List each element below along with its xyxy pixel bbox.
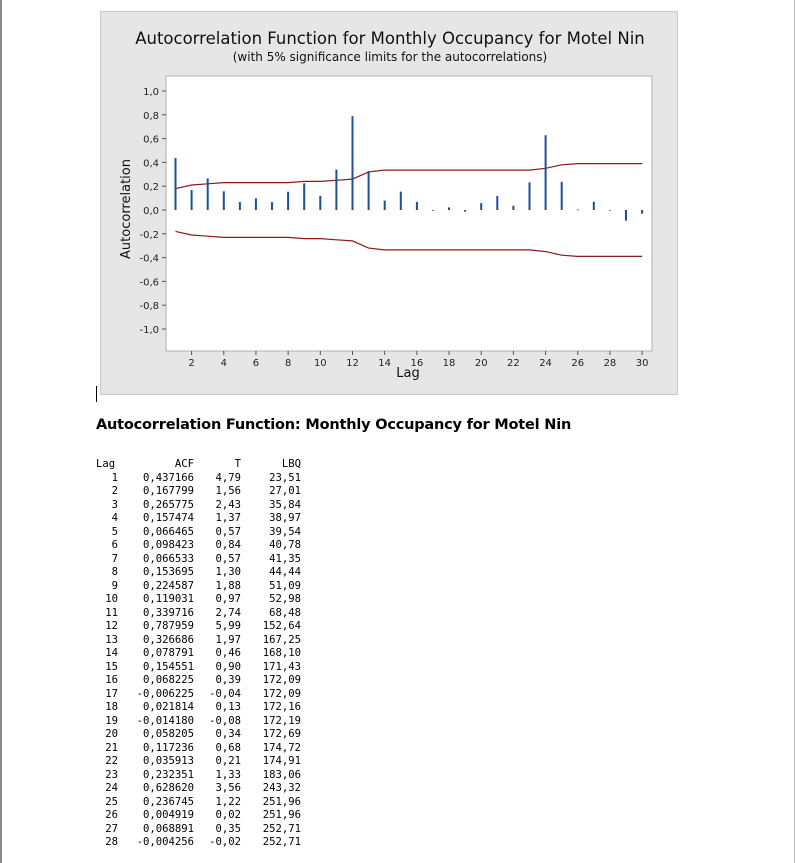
- cell-acf: 0,339716: [142, 606, 194, 619]
- acf-chart: [101, 12, 679, 396]
- cell-acf: -0,006225: [136, 687, 194, 700]
- cell-acf: 0,437166: [142, 471, 194, 484]
- cell-lag: 27: [105, 822, 118, 835]
- cell-lag: 13: [105, 633, 118, 646]
- section-title: Autocorrelation Function: Monthly Occupancy for Motel Nin: [96, 417, 572, 433]
- cell-lag: 22: [105, 755, 118, 767]
- cell-t: 0,90: [215, 660, 241, 673]
- cell-t: 1,22: [215, 795, 241, 808]
- acf-bar-lag-26: [577, 209, 579, 210]
- table-row: [96, 661, 301, 675]
- table-row: [96, 580, 301, 594]
- acf-bar-lag-18: [448, 207, 450, 210]
- cell-t: 3,56: [215, 782, 241, 794]
- cell-lag: 18: [105, 701, 118, 713]
- x-axis-label: Lag: [396, 366, 420, 381]
- cell-acf: 0,265775: [142, 498, 194, 511]
- x-tick-label: 10: [313, 358, 327, 369]
- cell-t: 0,57: [215, 552, 241, 565]
- cell-acf: -0,004256: [136, 836, 194, 848]
- cell-lag: 24: [105, 782, 118, 794]
- cell-acf: 0,117236: [142, 741, 194, 754]
- cell-t: 0,84: [215, 539, 241, 551]
- table-row: [96, 593, 301, 607]
- x-tick-label: 14: [378, 358, 392, 369]
- table-body: [96, 472, 301, 850]
- cell-lbq: 172,16: [262, 701, 301, 713]
- acf-table: [96, 458, 301, 850]
- cell-lag: 5: [111, 525, 118, 538]
- cell-lbq: 51,09: [269, 579, 301, 592]
- cell-acf: 0,078791: [142, 647, 194, 659]
- cell-acf: 0,068225: [142, 674, 194, 686]
- cell-t: 1,56: [215, 485, 241, 497]
- table-row: [96, 715, 301, 729]
- y-tick-label: 0,4: [143, 158, 159, 170]
- cell-lbq: 152,64: [262, 620, 301, 632]
- acf-bar-lag-23: [529, 182, 531, 210]
- y-tick-label: -0,6: [139, 277, 159, 289]
- acf-bar-lag-3: [207, 178, 209, 210]
- table-row: [96, 688, 301, 702]
- y-tick-label: -0,4: [139, 253, 159, 265]
- table-row: [96, 485, 301, 499]
- cell-lag: 7: [111, 552, 118, 565]
- cell-lbq: 35,84: [269, 498, 301, 511]
- cell-t: 0,39: [215, 674, 241, 686]
- table-row: [96, 553, 301, 567]
- acf-chart-frame: [100, 11, 678, 395]
- cell-t: 2,74: [215, 606, 241, 619]
- cell-lag: 4: [111, 512, 118, 524]
- cell-lbq: 68,48: [269, 606, 301, 619]
- acf-bar-lag-22: [512, 206, 514, 210]
- cell-lbq: 252,71: [262, 822, 301, 835]
- acf-bar-lag-7: [271, 202, 273, 210]
- cell-acf: 0,119031: [142, 593, 194, 605]
- x-tick-label: 24: [539, 358, 552, 369]
- cell-acf: 0,068891: [142, 822, 194, 835]
- x-tick-label: 6: [252, 358, 260, 369]
- cell-lbq: 172,09: [262, 674, 301, 686]
- cell-lag: 10: [105, 593, 118, 605]
- x-tick-label: 30: [635, 358, 649, 369]
- cell-acf: 0,157474: [142, 512, 194, 524]
- cell-lag: 2: [111, 485, 118, 497]
- cell-lag: 3: [111, 498, 118, 511]
- cell-lag: 6: [111, 539, 118, 551]
- table-row: [96, 809, 301, 823]
- cell-lag: 17: [105, 687, 118, 700]
- cell-lbq: 172,69: [262, 728, 301, 740]
- header-acf: ACF: [174, 458, 194, 470]
- acf-bar-lag-24: [545, 135, 547, 210]
- acf-bar-lag-21: [496, 196, 498, 210]
- cell-t: 0,35: [215, 822, 241, 835]
- acf-bar-lag-12: [352, 116, 354, 210]
- cell-lag: 15: [105, 660, 118, 673]
- cell-lag: 16: [105, 674, 118, 686]
- cell-acf: 0,224587: [142, 579, 194, 592]
- cell-acf: 0,004919: [142, 809, 194, 821]
- cell-t: 0,68: [215, 741, 241, 754]
- text-cursor: [96, 386, 97, 402]
- table-row: [96, 526, 301, 540]
- cell-t: 0,13: [215, 701, 241, 713]
- cell-acf: 0,154551: [142, 660, 194, 673]
- cell-lag: 8: [111, 566, 118, 578]
- x-tick-label: 22: [507, 358, 520, 369]
- table-row: [96, 782, 301, 796]
- cell-t: -0,04: [209, 687, 241, 700]
- cell-lbq: 251,96: [262, 795, 301, 808]
- cell-lbq: 44,44: [269, 566, 301, 578]
- header-t: T: [234, 458, 241, 470]
- cell-acf: 0,628620: [142, 782, 194, 794]
- cell-lbq: 183,06: [262, 768, 301, 781]
- cell-lbq: 252,71: [262, 836, 301, 848]
- cell-acf: 0,326686: [142, 633, 194, 646]
- cell-lag: 14: [105, 647, 118, 659]
- x-tick-label: 4: [220, 358, 227, 369]
- cell-acf: -0,014180: [136, 714, 194, 727]
- table-row: [96, 823, 301, 837]
- table-row: [96, 755, 301, 769]
- x-tick-label: 20: [474, 358, 488, 369]
- header-lbq: LBQ: [281, 458, 301, 470]
- x-tick-label: 8: [284, 358, 292, 369]
- y-tick-label: 0,2: [143, 182, 159, 194]
- acf-bar-lag-19: [464, 210, 466, 212]
- cell-acf: 0,098423: [142, 539, 194, 551]
- cell-t: -0,08: [209, 714, 241, 727]
- acf-bar-lag-20: [480, 203, 482, 210]
- acf-bar-lag-11: [335, 170, 337, 210]
- table-row: [96, 634, 301, 648]
- cell-lbq: 38,97: [269, 512, 301, 524]
- cell-lag: 9: [111, 579, 118, 592]
- table-row: [96, 674, 301, 688]
- y-tick-label: 0,6: [143, 134, 159, 146]
- cell-t: 1,97: [215, 633, 241, 646]
- acf-bar-lag-29: [625, 210, 627, 221]
- x-tick-label: 2: [188, 358, 195, 369]
- table-row: [96, 620, 301, 634]
- table-row: [96, 728, 301, 742]
- cell-lbq: 41,35: [269, 552, 301, 565]
- cell-t: 0,46: [215, 647, 241, 659]
- cell-lag: 28: [105, 836, 118, 848]
- cell-lbq: 172,19: [262, 714, 301, 727]
- cell-lag: 12: [105, 620, 118, 632]
- table-row: [96, 499, 301, 513]
- cell-lag: 21: [105, 741, 118, 754]
- acf-bar-lag-10: [319, 196, 321, 210]
- cell-lag: 26: [105, 809, 118, 821]
- cell-t: 5,99: [215, 620, 241, 632]
- cell-lbq: 168,10: [262, 647, 301, 659]
- cell-t: 1,30: [215, 566, 241, 578]
- cell-lag: 20: [105, 728, 118, 740]
- cell-acf: 0,035913: [142, 755, 194, 767]
- cell-t: 0,97: [215, 593, 241, 605]
- acf-bar-lag-17: [432, 210, 434, 211]
- acf-bar-lag-4: [223, 191, 225, 210]
- cell-lbq: 52,98: [269, 593, 301, 605]
- plot-area: [166, 76, 652, 351]
- x-tick-label: 16: [410, 358, 424, 369]
- acf-bar-lag-25: [561, 182, 563, 210]
- acf-bar-lag-15: [400, 192, 402, 210]
- cell-lbq: 243,32: [262, 782, 301, 794]
- table-row: [96, 701, 301, 715]
- cell-t: 0,57: [215, 525, 241, 538]
- acf-bar-lag-27: [593, 202, 595, 210]
- y-axis-label: Autocorrelation: [119, 159, 134, 259]
- table-row: [96, 539, 301, 553]
- cell-lbq: 171,43: [262, 660, 301, 673]
- x-tick-label: 28: [603, 358, 617, 369]
- x-tick-label: 18: [442, 358, 456, 369]
- cell-acf: 0,167799: [142, 485, 194, 497]
- cell-t: 1,37: [215, 512, 241, 524]
- y-tick-label: 0,0: [143, 206, 159, 217]
- acf-bar-lag-28: [609, 210, 611, 211]
- table-row: [96, 647, 301, 661]
- cell-lag: 19: [105, 714, 118, 727]
- acf-bar-lag-30: [641, 210, 643, 214]
- cell-lbq: 40,78: [269, 539, 301, 551]
- cell-acf: 0,787959: [142, 620, 194, 632]
- header-lag: Lag: [96, 458, 116, 470]
- y-tick-label: 1,0: [143, 87, 159, 98]
- cell-acf: 0,236745: [142, 795, 194, 808]
- acf-bar-lag-13: [368, 171, 370, 210]
- x-tick-label: 12: [346, 358, 359, 369]
- acf-bar-lag-14: [384, 201, 386, 210]
- table-row: [96, 742, 301, 756]
- page-left-border: [0, 0, 2, 863]
- cell-t: 2,43: [215, 498, 241, 511]
- y-tick-label: -1,0: [139, 325, 159, 336]
- cell-t: -0,02: [209, 836, 241, 848]
- cell-t: 1,33: [215, 768, 241, 781]
- cell-lbq: 27,01: [269, 485, 301, 497]
- y-tick-label: -0,2: [139, 229, 159, 241]
- cell-acf: 0,066533: [142, 552, 194, 565]
- table-row: [96, 836, 301, 850]
- cell-acf: 0,066465: [142, 525, 194, 538]
- y-tick-label: 0,8: [143, 110, 159, 122]
- cell-t: 4,79: [215, 471, 241, 484]
- table-row: [96, 566, 301, 580]
- cell-acf: 0,232351: [142, 768, 194, 781]
- cell-lbq: 251,96: [262, 809, 301, 821]
- table-row: [96, 796, 301, 810]
- cell-lag: 25: [105, 795, 118, 808]
- y-tick-label: -0,8: [139, 301, 159, 313]
- acf-bar-lag-2: [191, 190, 193, 210]
- acf-bar-lag-1: [175, 158, 177, 210]
- cell-t: 0,21: [215, 755, 241, 767]
- cell-t: 1,88: [215, 579, 241, 592]
- chart-title: Autocorrelation Function for Monthly Occupancy for Motel Nin: [135, 29, 645, 48]
- acf-bar-lag-5: [239, 202, 241, 210]
- cell-lbq: 23,51: [269, 471, 301, 484]
- cell-lag: 1: [111, 471, 118, 484]
- cell-t: 0,02: [215, 809, 241, 821]
- acf-bar-lag-16: [416, 202, 418, 210]
- cell-lbq: 172,09: [262, 687, 301, 700]
- table-row: [96, 472, 301, 486]
- cell-lbq: 174,72: [262, 741, 301, 754]
- cell-acf: 0,153695: [142, 566, 194, 578]
- y-axis: [139, 87, 166, 336]
- chart-subtitle: (with 5% significance limits for the autocorrelations): [232, 50, 548, 64]
- table-header-row: [96, 458, 301, 472]
- cell-lag: 23: [105, 768, 118, 781]
- cell-lbq: 167,25: [262, 633, 301, 646]
- cell-acf: 0,021814: [142, 701, 194, 713]
- table-row: [96, 769, 301, 783]
- table-row: [96, 607, 301, 621]
- cell-lbq: 39,54: [269, 525, 301, 538]
- cell-t: 0,34: [215, 728, 241, 740]
- cell-lbq: 174,91: [262, 755, 301, 767]
- table-row: [96, 512, 301, 526]
- cell-acf: 0,058205: [142, 728, 194, 740]
- acf-bar-lag-8: [287, 192, 289, 210]
- acf-bar-lag-9: [303, 183, 305, 210]
- x-tick-label: 26: [571, 358, 585, 369]
- cell-lag: 11: [105, 606, 118, 619]
- acf-bar-lag-6: [255, 198, 257, 210]
